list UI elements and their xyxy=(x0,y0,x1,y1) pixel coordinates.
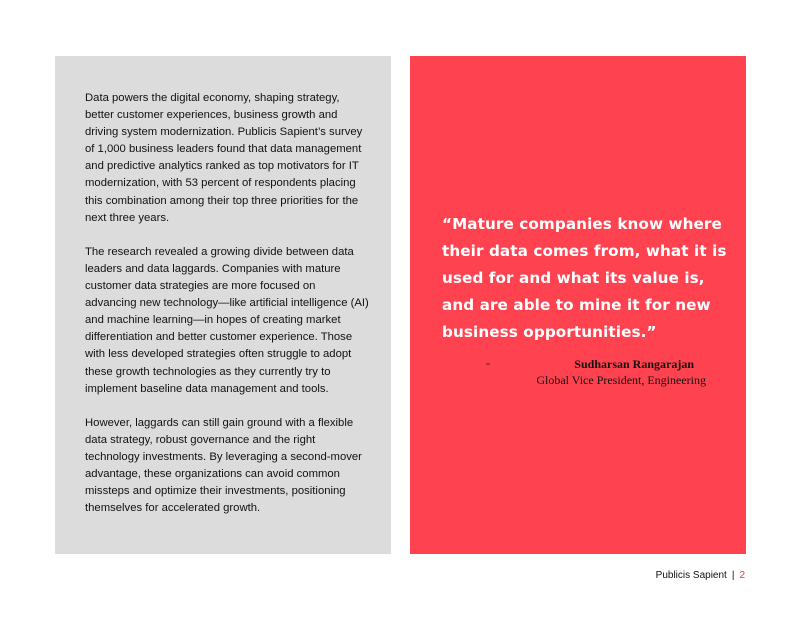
quote-attribution xyxy=(536,356,706,388)
quote-panel xyxy=(410,56,746,554)
quote-author: Sudharsan Rangarajan xyxy=(574,357,694,371)
page-number: 2 xyxy=(739,570,745,581)
pull-quote: “Mature companies know where their data comes from, what it is used for and what its value is, and are able to mine it for new business opportunities.” xyxy=(442,215,727,341)
body-paragraph-3: However, laggards can still gain ground with a flexible data strategy, robust governance and the right technology investments. By leveraging a second-mover advantage, these organizations can avoid common missteps and optimize their investments, positioning themselves for accelerated growth. xyxy=(85,416,362,515)
body-text-panel xyxy=(55,56,391,554)
body-text xyxy=(85,90,369,534)
page-footer xyxy=(656,570,745,581)
footer-separator: | xyxy=(731,570,735,581)
footer-brand: Publicis Sapient xyxy=(655,570,727,581)
quote-author-title: Global Vice President, Engineering xyxy=(536,373,706,387)
attribution-dash: - xyxy=(486,356,490,370)
body-paragraph-1: Data powers the digital economy, shaping strategy, better customer experiences, business growth and driving system modernization. Publicis Sapient’s survey of 1,000 business leaders found that data management and predictive analytics ranked as top motivators for IT modernization, with 53 percent of respondents placing this combination among their top three priorities for the next three years. xyxy=(85,92,363,224)
body-paragraph-2: The research revealed a growing divide between data leaders and data laggards. Companies with mature customer data strategies are more focused on advancing new technology—like artificial intelligence (AI) and machine learning—in hopes of creating market differentiation and better customer experience. Those with less developed strategies often struggle to adopt these growth technologies as they currently try to implement baseline data management and tools. xyxy=(85,245,369,395)
